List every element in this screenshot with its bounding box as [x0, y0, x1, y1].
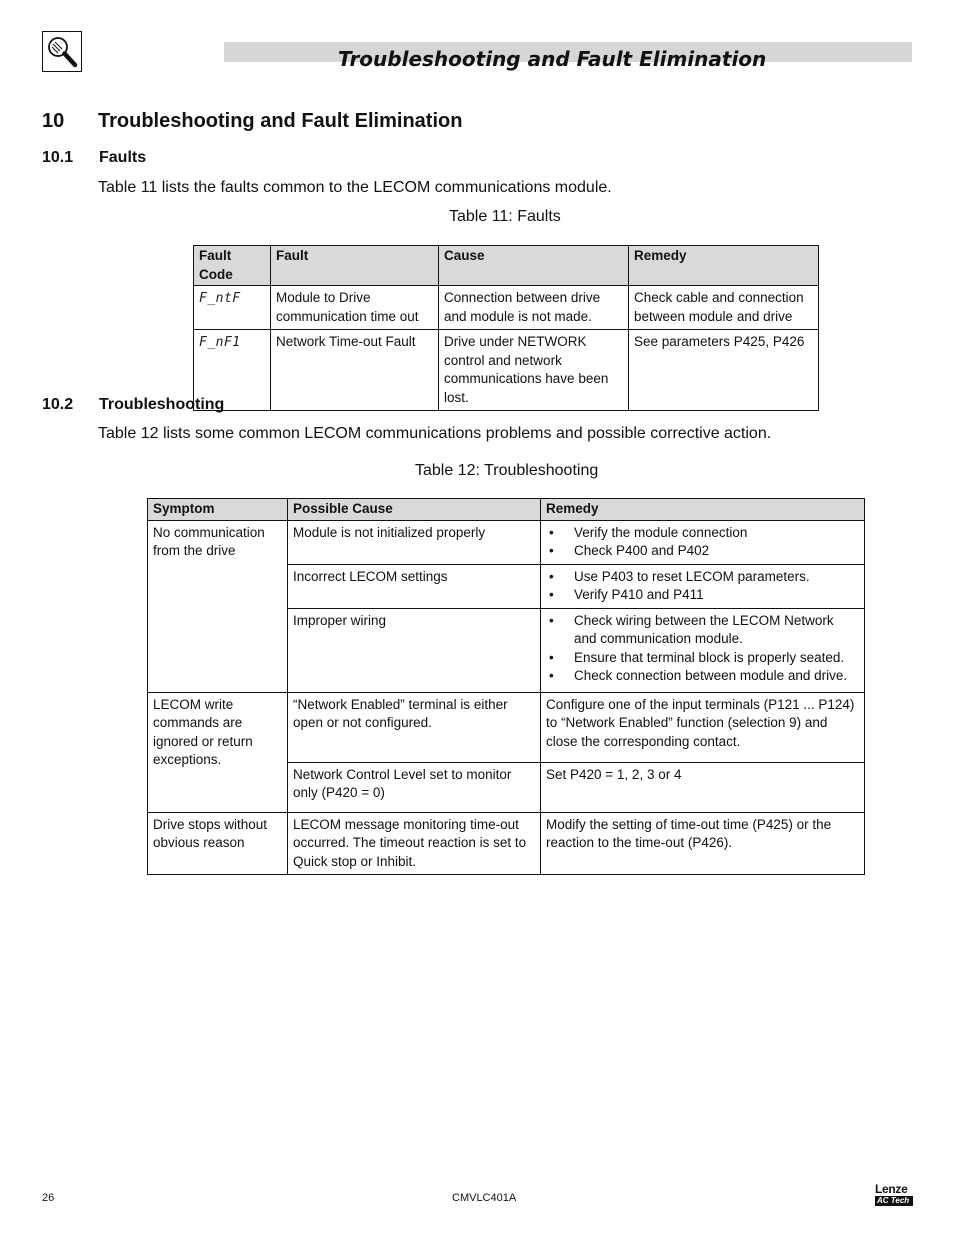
faults-table-header: [194, 246, 819, 286]
remedy-item: • Check wiring between the LECOM Network and communication module.: [546, 612, 859, 649]
troubleshooting-table-header: [148, 499, 865, 521]
table-row: [148, 692, 865, 762]
remedy-cell: Modify the setting of time-out time (P425) or the reaction to the time-out (P426).: [541, 812, 865, 875]
table-row: [194, 330, 819, 411]
remedy-cell: Configure one of the input terminals (P121 ... P124) to “Network Enabled” function (selection 9) and close the corresponding contact.: [541, 692, 865, 762]
cause-cell: Incorrect LECOM settings: [288, 564, 541, 608]
cause-cell: LECOM message monitoring time-out occurred. The timeout reaction is set to Quick stop or Inhibit.: [288, 812, 541, 875]
cause-cell: Module is not initialized properly: [288, 520, 541, 564]
column-header: Symptom: [148, 499, 288, 521]
column-header: Remedy: [541, 499, 865, 521]
table-row: [148, 812, 865, 875]
column-header: Possible Cause: [288, 499, 541, 521]
column-header: Fault: [271, 246, 439, 286]
troubleshooting-table-caption: Table 12: Troubleshooting: [415, 462, 599, 479]
logo-brand: Lenze: [875, 1182, 908, 1196]
fault-code: F_ntF: [199, 291, 241, 306]
document-code: CMVLC401A: [452, 1192, 517, 1204]
fault-cause: Connection between drive and module is not made.: [439, 286, 629, 330]
faults-table: [193, 245, 819, 411]
column-header: Fault Code: [194, 246, 271, 286]
troubleshooting-number: 10.2: [42, 396, 74, 413]
faults-table-caption: Table 11: Faults: [449, 208, 561, 225]
section-number: 10: [42, 110, 65, 132]
faults-intro: Table 11 lists the faults common to the LECOM communications module.: [98, 179, 612, 196]
column-header: Cause: [439, 246, 629, 286]
table-row: [194, 286, 819, 330]
remedy-cell: [541, 608, 865, 692]
fault-remedy: See parameters P425, P426: [629, 330, 819, 411]
lenze-logo: [875, 1183, 913, 1206]
logo-subbrand: AC Tech: [875, 1196, 913, 1206]
fault-code: F_nF1: [199, 335, 241, 350]
cause-cell: Network Control Level set to monitor only (P420 = 0): [288, 762, 541, 812]
remedy-item: • Check P400 and P402: [546, 542, 859, 561]
page-number: 26: [42, 1192, 55, 1204]
troubleshooting-heading: [42, 396, 224, 414]
troubleshooting-table: [147, 498, 865, 875]
cause-cell: Improper wiring: [288, 608, 541, 692]
column-header: Remedy: [629, 246, 819, 286]
remedy-item: • Verify the module connection: [546, 524, 859, 543]
remedy-cell: [541, 520, 865, 564]
section-title: Troubleshooting and Fault Elimination: [98, 110, 463, 132]
remedy-item: • Verify P410 and P411: [546, 586, 859, 605]
faults-title: Faults: [99, 149, 147, 166]
magnifier-icon: [42, 31, 82, 72]
remedy-item: • Check connection between module and drive.: [546, 667, 859, 686]
troubleshooting-intro: Table 12 lists some common LECOM communications problems and possible corrective action.: [98, 425, 772, 442]
symptom-cell: LECOM write commands are ignored or return exceptions.: [148, 692, 288, 812]
fault-remedy: Check cable and connection between module and drive: [629, 286, 819, 330]
troubleshooting-title: Troubleshooting: [99, 396, 225, 413]
fault-description: Network Time-out Fault: [271, 330, 439, 411]
remedy-item: • Ensure that terminal block is properly seated.: [546, 649, 859, 668]
symptom-cell: Drive stops without obvious reason: [148, 812, 288, 875]
faults-heading: [42, 149, 146, 167]
fault-cause: Drive under NETWORK control and network communications have been lost.: [439, 330, 629, 411]
remedy-cell: [541, 564, 865, 608]
header-title: Troubleshooting and Fault Elimination: [338, 47, 767, 71]
fault-description: Module to Drive communication time out: [271, 286, 439, 330]
faults-number: 10.1: [42, 149, 74, 166]
remedy-cell: Set P420 = 1, 2, 3 or 4: [541, 762, 865, 812]
cause-cell: “Network Enabled” terminal is either open or not configured.: [288, 692, 541, 762]
table-row: [148, 520, 865, 564]
remedy-item: • Use P403 to reset LECOM parameters.: [546, 568, 859, 587]
symptom-cell: No communication from the drive: [148, 520, 288, 692]
section-heading: [42, 110, 462, 133]
